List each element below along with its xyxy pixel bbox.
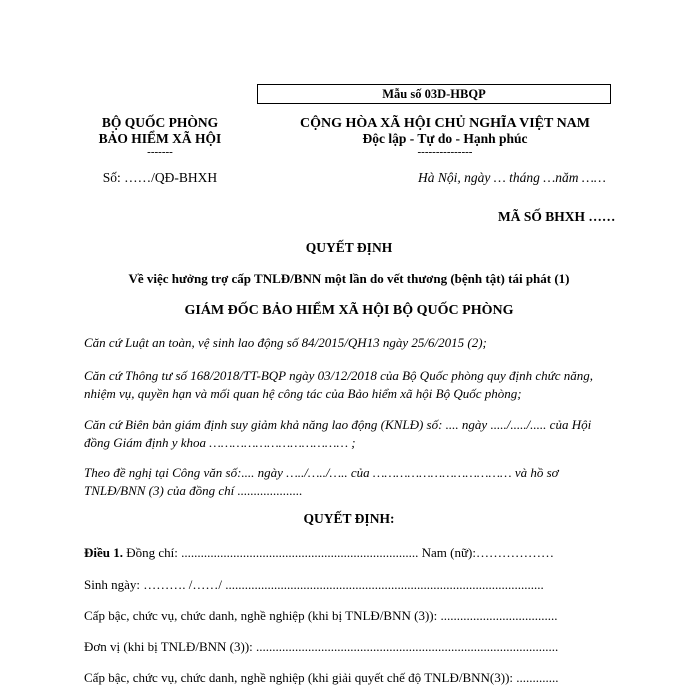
form-code: Mẫu số 03D-HBQP [382, 87, 486, 101]
left-dash: ------- [147, 146, 173, 158]
motto: Độc lập - Tự do - Hạnh phúc [362, 131, 528, 146]
place-date: Hà Nội, ngày … tháng …năm …… [418, 170, 606, 185]
doc-number: Số: ……/QĐ-BHXH [102, 170, 218, 185]
field-rank-at-settlement: Cấp bậc, chức vụ, chức danh, nghề nghiệp (khi giải quyết chế độ TNLĐ/BNN(3)): ............. [84, 670, 559, 685]
basis-4: Theo đề nghị tại Công văn số:.... ngày …../…../….. của ……………………………… và hồ sơ TNLĐ/BNN (3) của đồng chí .................... [84, 465, 559, 498]
basis-2: Căn cứ Thông tư số 168/2018/TT-BQP ngày 03/12/2018 của Bộ Quốc phòng quy định chức năng, nhiệm vụ, quyền hạn và mối quan hệ công tác của Bảo hiểm xã hội Bộ Quốc phòng; [84, 368, 593, 401]
agency-name: BẢO HIỂM XÃ HỘI [98, 131, 222, 146]
field-birth-date: Sinh ngày: ………. /……/ .................................................................................................. [84, 577, 544, 592]
basis-3: Căn cứ Biên bản giám định suy giảm khả năng lao động (KNLĐ) số: .... ngày ...../...../..... của Hội đồng Giám định y khoa ……………………………… ; [84, 417, 592, 450]
form-code-box [257, 84, 611, 104]
director-heading: GIÁM ĐỐC BẢO HIỂM XÃ HỘI BỘ QUỐC PHÒNG [184, 303, 514, 318]
article-1 [84, 545, 624, 561]
ministry-name: BỘ QUỐC PHÒNG [101, 115, 219, 130]
decision-heading: QUYẾT ĐỊNH: [303, 511, 395, 526]
social-insurance-code: MÃ SỐ BHXH …… [498, 209, 616, 224]
field-rank-at-injury: Cấp bậc, chức vụ, chức danh, nghề nghiệp (khi bị TNLĐ/BNN (3)): .................................... [84, 608, 558, 623]
basis-1: Căn cứ Luật an toàn, vệ sinh lao động số 84/2015/QH13 ngày 25/6/2015 (2); [84, 335, 487, 350]
document-subject: Về việc hưởng trợ cấp TNLĐ/BNN một lần do vết thương (bệnh tật) tái phát (1) [128, 271, 570, 286]
article-1-label: Điều 1. [84, 545, 123, 560]
field-unit-at-injury: Đơn vị (khi bị TNLĐ/BNN (3)): ............................................................................................. [84, 639, 559, 654]
nation-title: CỘNG HÒA XÃ HỘI CHỦ NGHĨA VIỆT NAM [299, 116, 590, 131]
right-dash: --------------- [417, 146, 473, 158]
document-title: QUYẾT ĐỊNH [305, 240, 393, 255]
article-1-text: Đồng chí: ......................................................................... Nam (nữ):……………… [123, 545, 554, 560]
